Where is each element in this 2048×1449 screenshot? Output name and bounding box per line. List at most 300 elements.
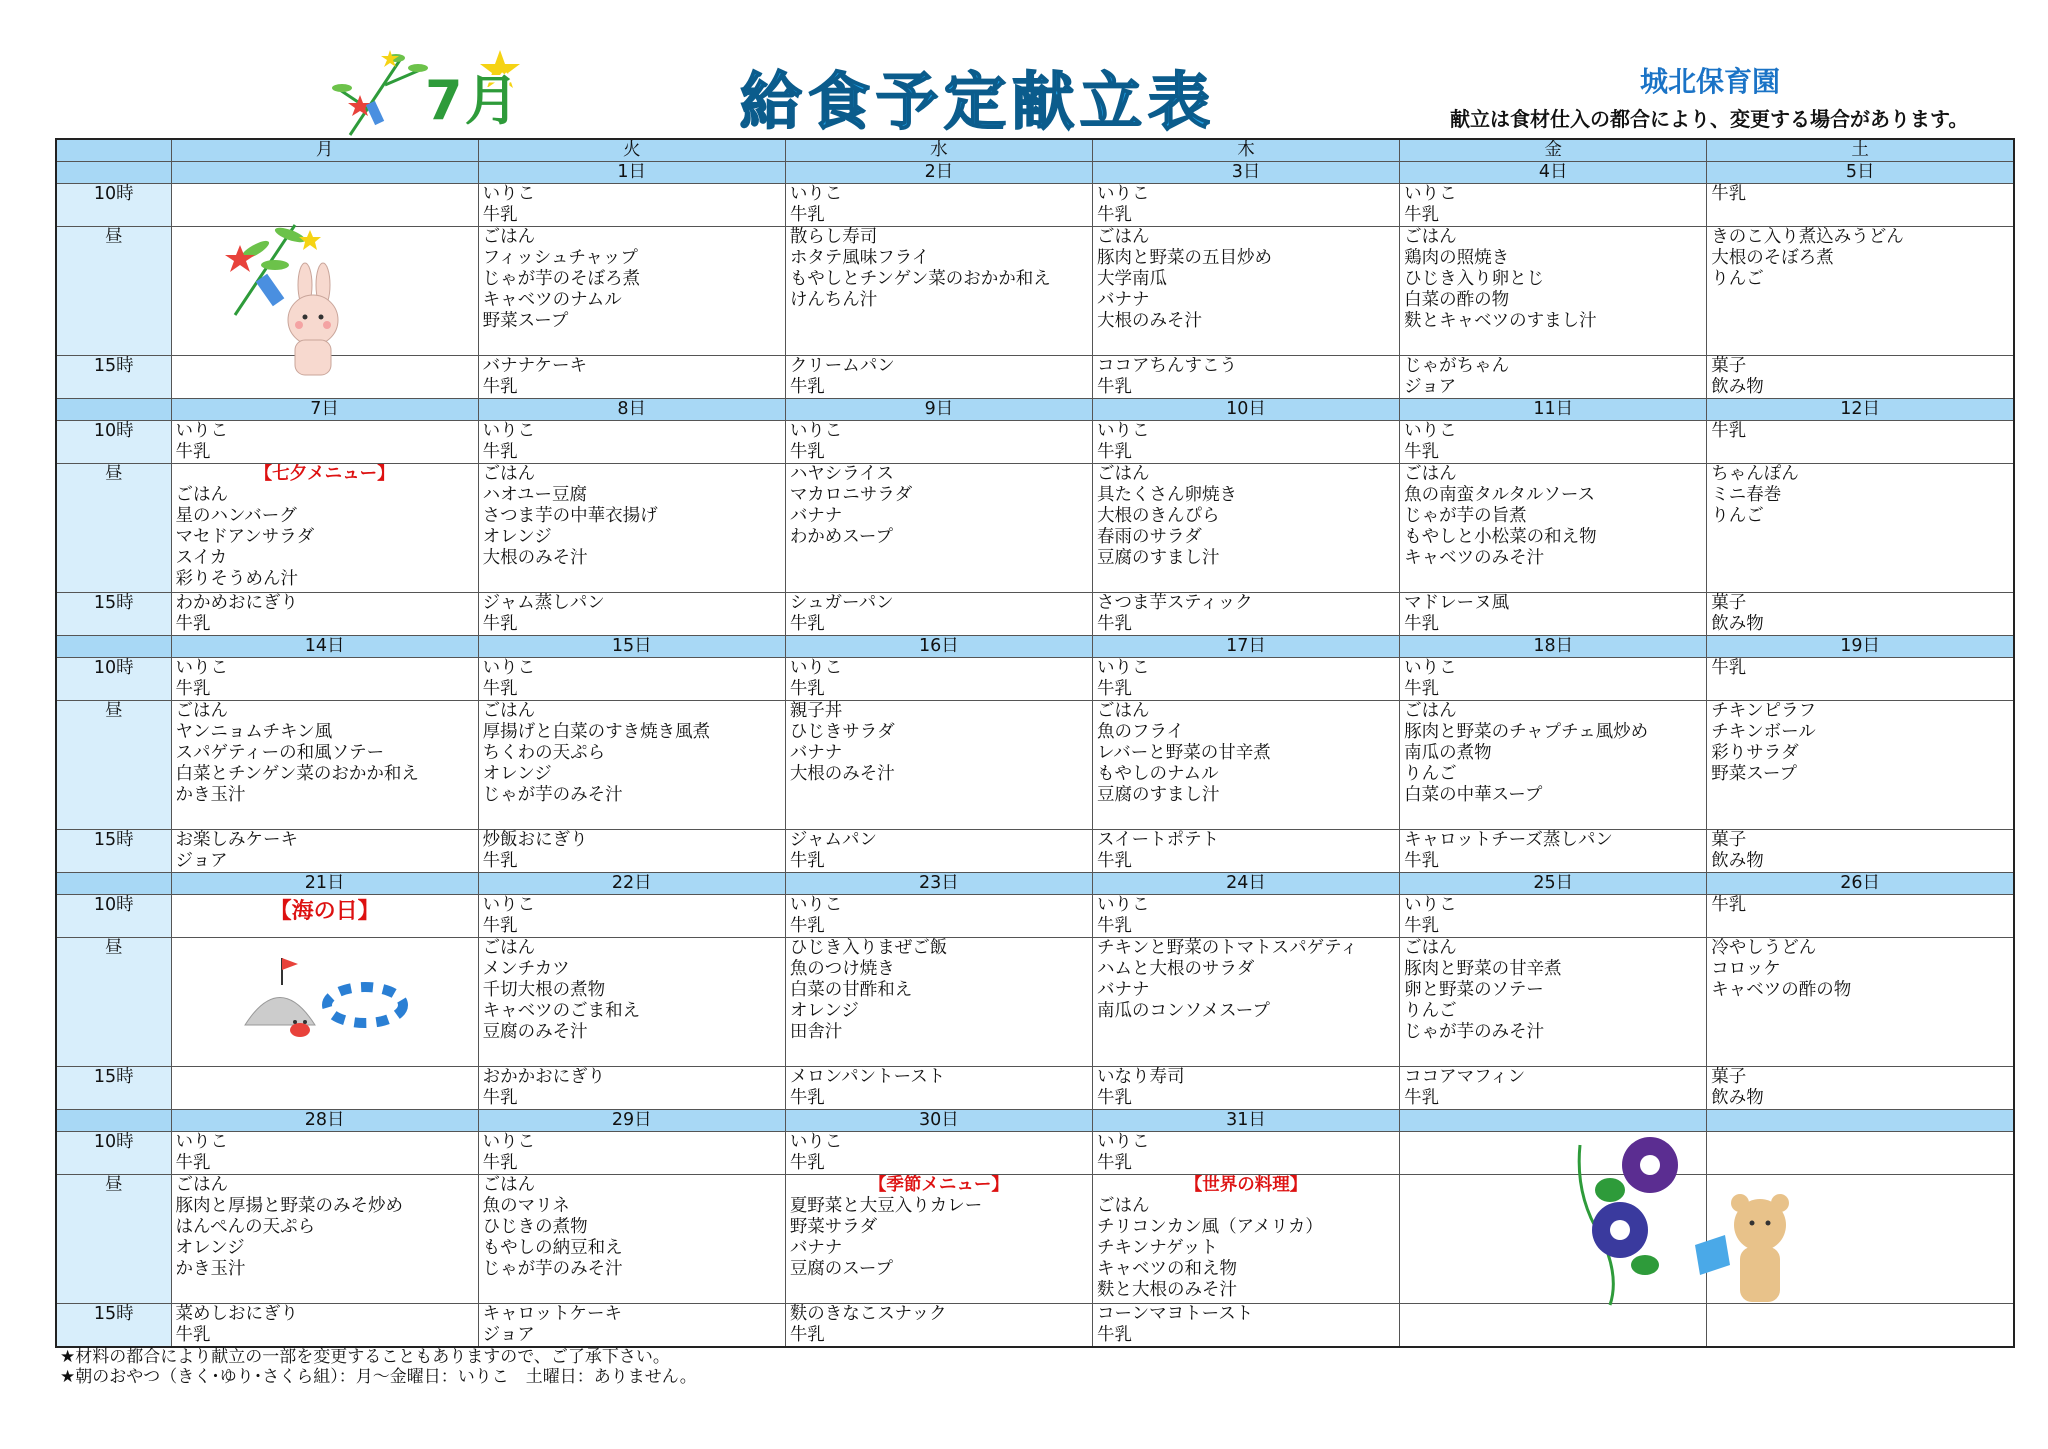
menu-item: ごはん — [1096, 701, 1150, 721]
footnote-1: ★材料の都合により献立の一部を変更することもありますので、ご了承下さい。 — [60, 1347, 670, 1367]
menu-item: ごはん — [482, 938, 536, 958]
menu-item: 牛乳 — [1096, 377, 1132, 397]
menu-item: りんご — [1404, 1001, 1457, 1021]
snack-cell — [785, 356, 1092, 399]
menu-item: いりこ — [1096, 658, 1150, 678]
menu-item: 魚のマリネ — [482, 1196, 570, 1216]
menu-item: 牛乳 — [1096, 205, 1132, 225]
morning-cell — [1400, 895, 1707, 938]
row-label: 10時 — [56, 184, 171, 227]
menu-item: さつま芋の中華衣揚げ — [482, 506, 658, 526]
menu-item: さつま芋スティック — [1096, 593, 1253, 613]
menu-item: スパゲティーの和風ソテー — [175, 743, 385, 763]
menu-item: メロンパントースト — [789, 1067, 946, 1087]
menu-item: 牛乳 — [1711, 421, 1747, 441]
morning-cell — [1400, 658, 1707, 701]
menu-item: かき玉汁 — [175, 785, 246, 805]
menu-item: りんご — [1711, 506, 1764, 526]
morning-cell — [785, 658, 1092, 701]
date-row-corner — [56, 162, 171, 184]
menu-item: 牛乳 — [1096, 851, 1132, 871]
date-row-corner — [56, 399, 171, 421]
date-cell: 23日 — [785, 873, 1092, 895]
menu-item: 牛乳 — [789, 916, 825, 936]
menu-item: 具たくさん卵焼き — [1096, 485, 1237, 505]
lunch-cell — [1092, 938, 1399, 1067]
menu-item: 豚肉と厚揚と野菜のみそ炒め — [175, 1196, 403, 1216]
menu-item: 牛乳 — [1404, 679, 1440, 699]
menu-item: ヤンニョムチキン風 — [175, 722, 333, 742]
menu-item: もやしとチンゲン菜のおかか和え — [789, 269, 1051, 289]
special-menu-label: 【七夕メニュー】 — [254, 464, 395, 484]
lunch-cell — [1092, 701, 1399, 830]
menu-item: バナナ — [789, 743, 843, 763]
menu-item: 牛乳 — [175, 679, 211, 699]
lunch-cell — [1092, 1175, 1399, 1304]
row-label: 昼 — [56, 464, 171, 593]
snack-cell — [785, 830, 1092, 873]
menu-item: じゃが芋のそぼろ煮 — [482, 269, 641, 289]
menu-item: りんご — [1404, 764, 1457, 784]
menu-item: 卵と野菜のソテー — [1404, 980, 1544, 1000]
menu-item: ジャム蒸しパン — [482, 593, 605, 613]
menu-item: ミニ春巻 — [1711, 485, 1782, 505]
special-menu-label: 【世界の料理】 — [1184, 1175, 1308, 1195]
menu-item: 牛乳 — [1096, 679, 1132, 699]
weekday-tue: 火 — [478, 139, 785, 162]
lunch-cell — [478, 938, 785, 1067]
menu-item: オレンジ — [482, 764, 552, 784]
snack-cell — [478, 1304, 785, 1348]
menu-item: おかかおにぎり — [482, 1067, 606, 1087]
menu-item: 菓子 — [1711, 830, 1747, 850]
menu-item: いりこ — [789, 658, 843, 678]
lunch-cell — [1400, 464, 1707, 593]
menu-item: 牛乳 — [1096, 1153, 1132, 1173]
morning-row — [56, 421, 2014, 464]
row-label: 昼 — [56, 938, 171, 1067]
date-cell: 11日 — [1400, 399, 1707, 421]
lunch-cell — [785, 227, 1092, 356]
menu-item: もやしの納豆和え — [482, 1238, 623, 1258]
menu-item: チリコンカン風（アメリカ） — [1096, 1217, 1323, 1237]
lunch-cell — [1400, 227, 1707, 356]
lunch-cell — [1707, 464, 2014, 593]
menu-item: 飲み物 — [1711, 614, 1764, 634]
row-label: 昼 — [56, 1175, 171, 1304]
date-cell: 3日 — [1092, 162, 1399, 184]
menu-item: 牛乳 — [789, 205, 825, 225]
morning-cell — [1400, 184, 1707, 227]
morning-cell — [785, 895, 1092, 938]
menu-item: ココアマフィン — [1404, 1067, 1526, 1087]
snack-cell — [171, 593, 478, 636]
menu-item: 豆腐のみそ汁 — [482, 1022, 588, 1042]
morning-cell — [1092, 1132, 1399, 1175]
menu-item: 南瓜の煮物 — [1404, 743, 1492, 763]
date-cell: 29日 — [478, 1110, 785, 1132]
menu-item: いりこ — [789, 895, 843, 915]
menu-item: 牛乳 — [789, 1325, 825, 1345]
menu-item: 牛乳 — [789, 442, 825, 462]
snack-cell — [171, 830, 478, 873]
weekday-header-row — [56, 139, 2014, 162]
date-cell: 7日 — [171, 399, 478, 421]
date-cell: 26日 — [1707, 873, 2014, 895]
menu-item: ごはん — [1404, 701, 1457, 721]
menu-item: いりこ — [1096, 184, 1150, 204]
lunch-cell — [1400, 938, 1707, 1067]
menu-item: 星のハンバーグ — [175, 506, 297, 526]
lunch-cell — [478, 227, 785, 356]
menu-item: チキンナゲット — [1096, 1238, 1218, 1258]
date-cell: 14日 — [171, 636, 478, 658]
change-notice: 献立は食材仕入の都合により、変更する場合があります。 — [1450, 107, 1969, 131]
menu-item: 彩りサラダ — [1711, 743, 1799, 763]
lunch-row — [56, 227, 2014, 356]
menu-item: 白菜の甘酢和え — [789, 980, 913, 1000]
menu-item: 菓子 — [1711, 356, 1747, 376]
snack-cell — [478, 1067, 785, 1110]
snack-cell — [1092, 1067, 1399, 1110]
weekday-fri: 金 — [1400, 139, 1707, 162]
menu-item: ちゃんぽん — [1711, 464, 1799, 484]
menu-item: 親子丼 — [789, 701, 843, 721]
menu-item: ひじき入りまぜご飯 — [789, 938, 948, 958]
menu-item: 麩と大根のみそ汁 — [1096, 1280, 1237, 1300]
menu-item: いりこ — [1404, 895, 1457, 915]
date-cell: 1日 — [478, 162, 785, 184]
menu-item: いりこ — [175, 658, 228, 678]
menu-item: キャロットケーキ — [482, 1304, 622, 1324]
snack-row — [56, 830, 2014, 873]
menu-item: チキンピラフ — [1711, 701, 1817, 721]
morning-cell — [478, 184, 785, 227]
menu-item: コロッケ — [1711, 959, 1781, 979]
menu-item: ごはん — [1404, 938, 1457, 958]
lunch-cell — [1400, 701, 1707, 830]
morning-cell — [1707, 658, 2014, 701]
menu-item: 牛乳 — [1711, 184, 1747, 204]
menu-item: いりこ — [1404, 421, 1457, 441]
weekday-thu: 木 — [1092, 139, 1399, 162]
date-cell: 30日 — [785, 1110, 1092, 1132]
snack-cell — [1400, 1304, 1707, 1348]
menu-item: ごはん — [1404, 227, 1457, 247]
snack-cell — [1092, 1304, 1399, 1348]
row-label: 10時 — [56, 1132, 171, 1175]
menu-item: 牛乳 — [175, 614, 211, 634]
menu-item: マカロニサラダ — [789, 485, 913, 505]
menu-item: 牛乳 — [482, 679, 518, 699]
date-row — [56, 636, 2014, 658]
snack-cell — [1400, 1067, 1707, 1110]
menu-item: ごはん — [175, 701, 228, 721]
snack-cell — [785, 1067, 1092, 1110]
snack-cell — [1400, 356, 1707, 399]
lunch-cell — [478, 464, 785, 593]
menu-item: ごはん — [1096, 227, 1150, 247]
menu-item: 牛乳 — [482, 614, 518, 634]
date-cell: 15日 — [478, 636, 785, 658]
menu-item: 牛乳 — [482, 1153, 518, 1173]
menu-item: キャベツのナムル — [482, 290, 622, 310]
menu-item: マドレーヌ風 — [1404, 593, 1510, 613]
menu-item: 牛乳 — [789, 614, 825, 634]
morning-cell — [171, 1132, 478, 1175]
menu-item: 白菜の中華スープ — [1404, 785, 1543, 805]
date-cell: 4日 — [1400, 162, 1707, 184]
menu-item: 魚のフライ — [1096, 722, 1184, 742]
menu-item: 豚肉と野菜の五目炒め — [1096, 248, 1272, 268]
date-cell: 12日 — [1707, 399, 2014, 421]
menu-item: マセドアンサラダ — [175, 527, 315, 547]
date-cell: 24日 — [1092, 873, 1399, 895]
menu-item: キャロットチーズ蒸しパン — [1404, 830, 1613, 850]
date-row-corner — [56, 873, 171, 895]
menu-item: 菓子 — [1711, 593, 1747, 613]
menu-item: いりこ — [1096, 421, 1150, 441]
menu-item: 春雨のサラダ — [1096, 527, 1202, 547]
morning-cell — [1092, 658, 1399, 701]
menu-item: ごはん — [482, 701, 536, 721]
snack-row — [56, 593, 2014, 636]
menu-item: 牛乳 — [1096, 916, 1132, 936]
snack-cell — [1092, 356, 1399, 399]
menu-item: チキンと野菜のトマトスパゲティ — [1096, 938, 1358, 958]
menu-item: わかめおにぎり — [175, 593, 298, 613]
menu-item: きのこ入り煮込みうどん — [1711, 227, 1904, 247]
menu-item: ひじきの煮物 — [482, 1217, 588, 1237]
menu-item: じゃが芋のみそ汁 — [482, 785, 623, 805]
menu-item: キャベツのごま和え — [482, 1001, 641, 1021]
menu-item: バナナ — [1096, 290, 1150, 310]
date-cell: 16日 — [785, 636, 1092, 658]
menu-item: 菜めしおにぎり — [175, 1304, 298, 1324]
lunch-cell — [171, 701, 478, 830]
menu-item: 魚のつけ焼き — [789, 959, 895, 979]
date-cell: 18日 — [1400, 636, 1707, 658]
month-label: 7月 — [425, 69, 521, 132]
menu-item: 牛乳 — [789, 1088, 825, 1108]
menu-item: じゃがちゃん — [1404, 356, 1510, 376]
row-label: 昼 — [56, 701, 171, 830]
snack-cell — [1707, 1304, 2014, 1348]
lunch-cell — [785, 464, 1092, 593]
menu-item: 大根のみそ汁 — [1096, 311, 1202, 331]
snack-row — [56, 356, 2014, 399]
morning-cell — [478, 421, 785, 464]
menu-item: キャベツの和え物 — [1096, 1259, 1237, 1279]
menu-item: メンチカツ — [482, 959, 570, 979]
menu-item: ごはん — [482, 1175, 536, 1195]
lunch-cell — [785, 1175, 1092, 1304]
morning-cell — [785, 421, 1092, 464]
menu-item: 魚の南蛮タルタルソース — [1404, 485, 1596, 505]
morning-cell — [785, 1132, 1092, 1175]
date-cell — [1707, 1110, 2014, 1132]
morning-cell — [478, 1132, 785, 1175]
row-label: 15時 — [56, 830, 171, 873]
menu-item: 牛乳 — [1096, 1325, 1132, 1345]
morning-cell — [1707, 895, 2014, 938]
row-label: 15時 — [56, 1067, 171, 1110]
morning-cell — [1400, 421, 1707, 464]
snack-cell — [478, 593, 785, 636]
menu-item: ハオユー豆腐 — [482, 485, 587, 505]
morning-cell — [1092, 421, 1399, 464]
morning-cell — [171, 421, 478, 464]
date-cell: 2日 — [785, 162, 1092, 184]
menu-item: ホタテ風味フライ — [789, 248, 930, 268]
menu-item: 牛乳 — [482, 916, 518, 936]
menu-item: ごはん — [482, 464, 536, 484]
rabbit-with-tanabata-icon — [215, 205, 345, 380]
menu-item: 豆腐のすまし汁 — [1096, 785, 1220, 805]
lunch-cell — [1092, 464, 1399, 593]
date-row-corner — [56, 1110, 171, 1132]
menu-item: いりこ — [482, 184, 536, 204]
date-row — [56, 399, 2014, 421]
menu-item: ごはん — [482, 227, 536, 247]
snack-cell — [1707, 830, 2014, 873]
morning-glory-bear-icon — [1570, 1135, 1810, 1310]
menu-item: かき玉汁 — [175, 1259, 246, 1279]
menu-item: 牛乳 — [482, 1088, 518, 1108]
morning-cell — [1707, 184, 2014, 227]
menu-item: 鶏肉の照焼き — [1404, 248, 1510, 268]
menu-item: 白菜の酢の物 — [1404, 290, 1510, 310]
row-label: 15時 — [56, 1304, 171, 1348]
menu-item: 牛乳 — [1096, 614, 1132, 634]
snack-cell — [171, 1067, 478, 1110]
menu-item: 冷やしうどん — [1711, 938, 1817, 958]
corner-cell — [56, 139, 171, 162]
lunch-cell — [1707, 938, 2014, 1067]
row-label: 昼 — [56, 227, 171, 356]
row-label: 15時 — [56, 593, 171, 636]
row-label: 10時 — [56, 658, 171, 701]
menu-item: 厚揚げと白菜のすき焼き風煮 — [482, 722, 711, 742]
menu-item: 炒飯おにぎり — [482, 830, 588, 850]
menu-item: 大根のみそ汁 — [482, 548, 588, 568]
date-cell: 19日 — [1707, 636, 2014, 658]
menu-item: ひじきサラダ — [789, 722, 895, 742]
date-row — [56, 873, 2014, 895]
menu-item: いりこ — [482, 421, 536, 441]
snack-cell — [1092, 830, 1399, 873]
menu-item: フィッシュチャップ — [482, 248, 638, 268]
menu-item: ジョア — [175, 851, 228, 871]
menu-item: 牛乳 — [1711, 895, 1747, 915]
morning-cell — [171, 895, 478, 938]
menu-item: バナナケーキ — [482, 356, 587, 376]
morning-cell — [1707, 421, 2014, 464]
menu-item: もやしと小松菜の和え物 — [1404, 527, 1597, 547]
date-cell: 9日 — [785, 399, 1092, 421]
snack-cell — [1707, 593, 2014, 636]
menu-item: お楽しみケーキ — [175, 830, 298, 850]
special-menu-label: 【季節メニュー】 — [868, 1175, 1009, 1195]
menu-item: 牛乳 — [1096, 442, 1132, 462]
menu-item: 千切大根の煮物 — [482, 980, 606, 1000]
menu-item: ハムと大根のサラダ — [1096, 959, 1255, 979]
lunch-cell — [785, 938, 1092, 1067]
menu-item: 牛乳 — [482, 205, 518, 225]
date-cell — [171, 162, 478, 184]
date-row — [56, 162, 2014, 184]
menu-item: コーンマヨトースト — [1096, 1304, 1254, 1324]
menu-item: いりこ — [1404, 184, 1457, 204]
menu-item: ごはん — [1096, 1196, 1150, 1216]
lunch-cell — [1707, 227, 2014, 356]
menu-item: 大根のそぼろ煮 — [1711, 248, 1834, 268]
morning-row — [56, 184, 2014, 227]
menu-item: チキンボール — [1711, 722, 1816, 742]
date-cell: 31日 — [1092, 1110, 1399, 1132]
menu-item: ごはん — [175, 485, 228, 505]
date-cell: 8日 — [478, 399, 785, 421]
date-row-corner — [56, 636, 171, 658]
snack-cell — [478, 356, 785, 399]
lunch-cell — [171, 1175, 478, 1304]
lunch-row — [56, 464, 2014, 593]
menu-item: 牛乳 — [1711, 658, 1747, 678]
menu-item: 牛乳 — [1404, 1088, 1440, 1108]
menu-item: いりこ — [482, 895, 536, 915]
menu-item: いりこ — [482, 1132, 536, 1152]
menu-item: 飲み物 — [1711, 1088, 1764, 1108]
lunch-cell — [478, 1175, 785, 1304]
menu-item: 麩とキャベツのすまし汁 — [1404, 311, 1597, 331]
weekday-sat: 土 — [1707, 139, 2014, 162]
menu-item: バナナ — [789, 1238, 843, 1258]
menu-item: ジョア — [1404, 377, 1457, 397]
snack-row — [56, 1304, 2014, 1348]
menu-item: スイートポテト — [1096, 830, 1220, 850]
lunch-cell — [785, 701, 1092, 830]
menu-item: 牛乳 — [789, 377, 825, 397]
menu-item: いりこ — [789, 1132, 843, 1152]
row-label: 15時 — [56, 356, 171, 399]
menu-item: バナナ — [789, 506, 843, 526]
menu-item: オレンジ — [482, 527, 552, 547]
snack-cell — [785, 593, 1092, 636]
morning-cell — [478, 658, 785, 701]
lunch-cell — [1092, 227, 1399, 356]
menu-item: レバーと野菜の甘辛煮 — [1096, 743, 1271, 763]
snack-cell — [1092, 593, 1399, 636]
menu-item: キャベツの酢の物 — [1711, 980, 1852, 1000]
menu-item: 牛乳 — [1404, 442, 1440, 462]
menu-item: 大根のみそ汁 — [789, 764, 895, 784]
menu-item: 牛乳 — [789, 851, 825, 871]
snack-cell — [1707, 356, 2014, 399]
date-row — [56, 1110, 2014, 1132]
menu-item: ココアちんすこう — [1096, 356, 1237, 376]
menu-item: 菓子 — [1711, 1067, 1747, 1087]
morning-cell — [1092, 895, 1399, 938]
menu-item: シュガーパン — [789, 593, 894, 613]
snack-cell — [171, 1304, 478, 1348]
menu-item: 豚肉と野菜のチャプチェ風炒め — [1404, 722, 1649, 742]
snack-cell — [1400, 830, 1707, 873]
snack-cell — [1400, 593, 1707, 636]
menu-item: ごはん — [1096, 464, 1150, 484]
weekday-mon: 月 — [171, 139, 478, 162]
lunch-row — [56, 701, 2014, 830]
morning-row — [56, 895, 2014, 938]
